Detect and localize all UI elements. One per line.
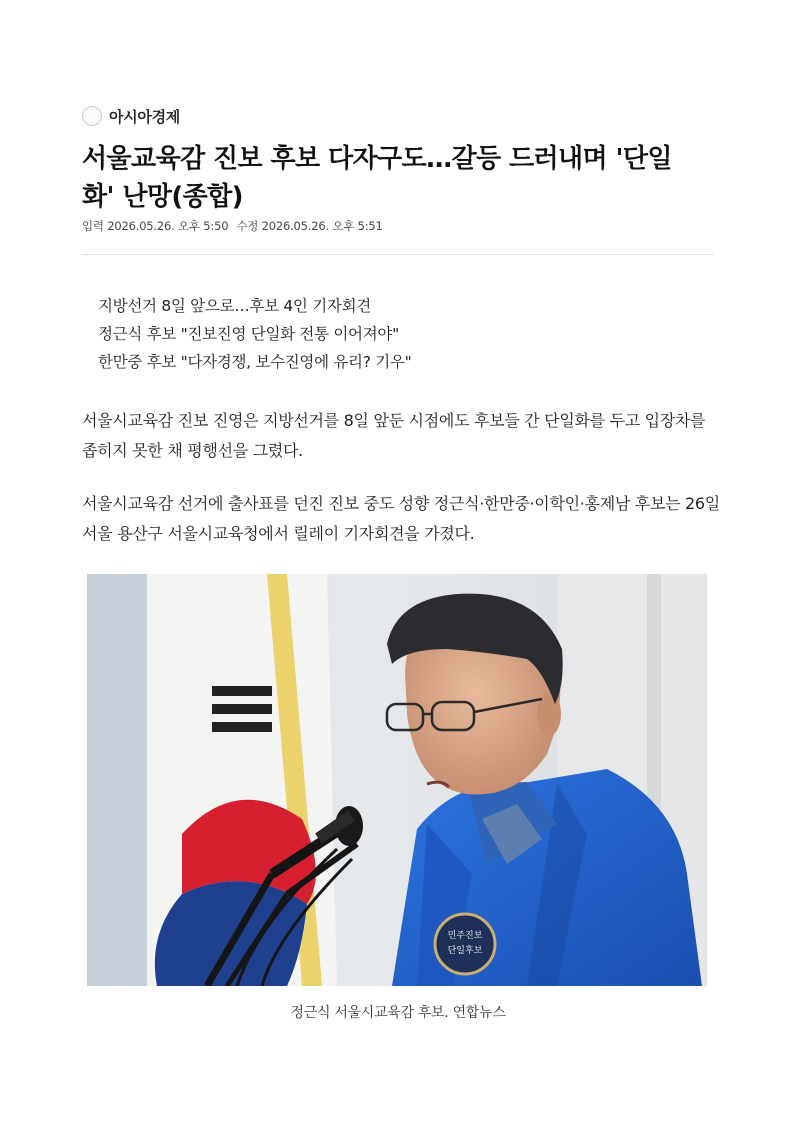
photo-caption: 정근식 서울시교육감 후보. 연합뉴스 (290, 1005, 506, 1021)
publisher-header[interactable] (82, 104, 180, 128)
article-photo[interactable] (87, 574, 707, 986)
body-paragraph: 서울시교육감 진보 진영은 지방선거를 8일 앞둔 시점에도 후보들 간 단일화를 두고 입장차를 좁히지 못한 채 평행선을 그렸다. (82, 411, 706, 460)
article-subheads (98, 292, 411, 376)
publisher-logo-icon[interactable] (82, 106, 102, 126)
article-title: 서울교육감 진보 후보 다자구도…갈등 드러내며 '단일 화' 난망(종합) (82, 144, 672, 212)
body-paragraph: 서울시교육감 선거에 출사표를 던진 진보 중도 성향 정근식·한만중·이학인·홍제남 후보는 26일 서울 용산구 서울시교육청에서 릴레이 기자회견을 가졌다. (82, 494, 720, 543)
badge-line-2: 단일후보 (447, 946, 483, 956)
subhead-item: 정근식 후보 "진보진영 단일화 전통 이어져야" (98, 325, 399, 343)
modified-date: 수정 2026.05.26. 오후 5:51 (236, 219, 383, 233)
published-date: 입력 2026.05.26. 오후 5:50 (82, 219, 229, 233)
subhead-item: 지방선거 8일 앞으로…후보 4인 기자회견 (98, 297, 371, 315)
candidate-badge-graphic (435, 914, 495, 974)
publisher-name[interactable]: 아시아경제 (109, 107, 180, 126)
header-divider (82, 254, 714, 255)
article-dates (82, 218, 383, 234)
subhead-item: 한만중 후보 "다자경쟁, 보수진영에 유리? 기우" (98, 353, 412, 371)
badge-line-1: 민주진보 (447, 931, 483, 941)
